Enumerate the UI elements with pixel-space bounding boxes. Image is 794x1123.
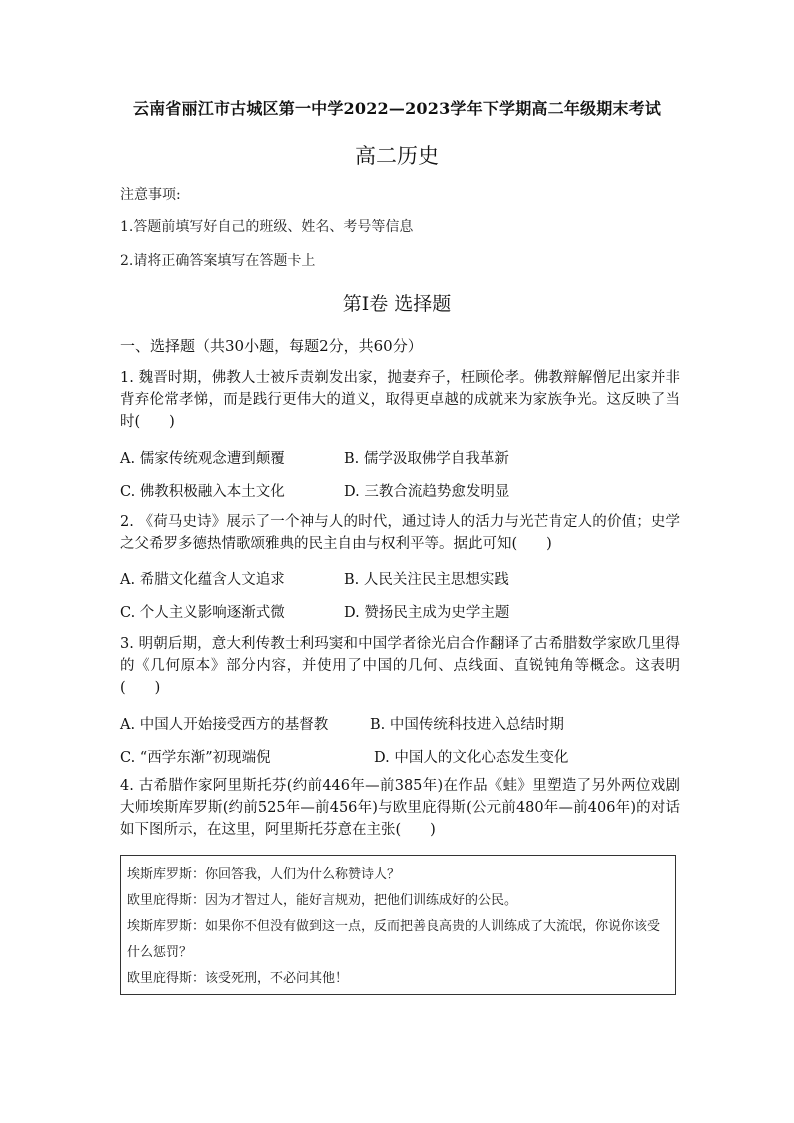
option-b: B. 人民关注民主思想实践 [344,572,509,588]
notice-heading: 注意事项: [120,187,181,203]
dialogue-line: 欧里庇得斯：该受死刑，不必问其他！ [127,971,349,986]
question-stem: 3. 明朝后期，意大利传教士利玛窦和中国学者徐光启合作翻译了古希腊数学家欧几里得的《几何原本》部分内容，并使用了中国的几何、点线面、直锐钝角等概念。这表明( ) [120,636,680,696]
section-heading: 一、选择题（共30小题，每题2分，共60分） [120,337,423,355]
option-b: B. 儒学汲取佛学自我革新 [344,451,509,467]
option-a: A. 希腊文化蕴含人文追求 [120,572,285,588]
option-d: D. 三教合流趋势愈发明显 [344,484,510,500]
dialogue-line: 埃斯库罗斯：如果你不但没有做到这一点，反而把善良高贵的人训练成了大流氓，你说你该受什么惩罚？ [127,919,661,960]
dialogue-box [120,855,676,995]
dialogue-line: 埃斯库罗斯：你回答我，人们为什么称赞诗人？ [127,867,401,882]
option-d: D. 赞扬民主成为史学主题 [344,605,510,621]
question-stem: 1. 魏晋时期，佛教人士被斥责剃发出家，抛妻弃子，枉顾伦孝。佛教辩解僧尼出家并非背弃伦常孝悌，而是践行更伟大的道义，取得更卓越的成就来为家族争光。这反映了当时( ) [120,370,680,430]
option-c: C. 佛教积极融入本土文化 [120,484,285,500]
option-a: A. 中国人开始接受西方的基督教 [120,717,329,733]
option-a: A. 儒家传统观念遭到颠覆 [120,451,285,467]
question-stem: 4. 古希腊作家阿里斯托芬(约前446年—前385年)在作品《蛙》里塑造了另外两位戏剧大师埃斯库罗斯(约前525年—前456年)与欧里庇得斯(公元前480年—前406年)的对话如下图所示，在这里，阿里斯托芬意在主张( ) [120,778,680,838]
option-d: D. 中国人的文化心态发生变化 [374,750,569,766]
dialogue-line: 欧里庇得斯：因为才智过人，能好言规劝，把他们训练成好的公民。 [127,893,518,908]
option-b: B. 中国传统科技进入总结时期 [370,717,564,733]
notice-item: 1.答题前填写好自己的班级、姓名、考号等信息 [120,219,414,235]
part-title: 第Ⅰ卷 选择题 [342,293,452,315]
option-c: C. 个人主义影响逐渐式微 [120,605,285,621]
option-c: C. “西学东渐”初现端倪 [120,750,271,766]
notice-item: 2.请将正确答案填写在答题卡上 [120,253,316,269]
question-stem: 2. 《荷马史诗》展示了一个神与人的时代，通过诗人的活力与光芒肯定人的价值；史学之父希罗多德热情歌颂雅典的民主自由与权利平等。据此可知( ) [120,514,680,552]
subject-title: 高二历史 [355,144,439,168]
school-exam-title: 云南省丽江市古城区第一中学2022—2023学年下学期高二年级期末考试 [132,99,662,118]
